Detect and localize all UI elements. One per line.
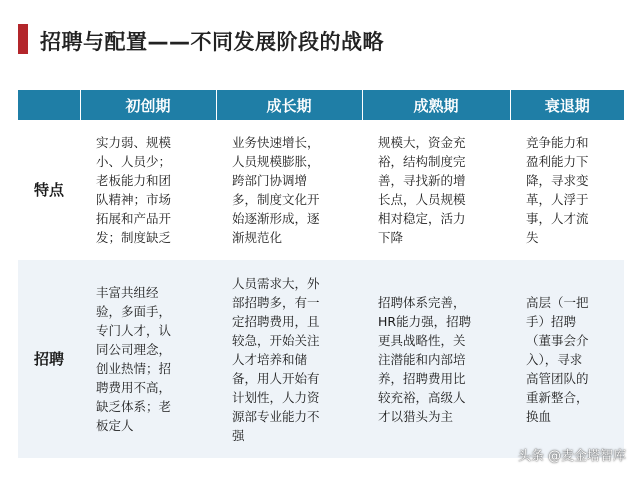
header-stage-mature: 成熟期 [362,90,510,120]
table-row [18,260,624,458]
cell-growth [216,260,362,458]
cell-text-line: 业务快速增长， [232,135,320,150]
cell-text-line: 裕，结构制度完 [378,154,466,169]
cell-text-line: 重新整合， [526,389,589,405]
cell-text-line: （董事会介 [526,332,589,348]
cell-text-line: 招聘体系完善， [378,294,466,310]
cell-text-line: 定招聘费用，且 [232,313,320,329]
cell-text-line: 善，寻找新的增 [378,173,466,188]
cell-text-line: 养，招聘费用比 [378,370,466,386]
cell-text-line: 降，寻求变 [526,173,589,188]
cell-text-line: HR能力强，招聘 [378,313,472,329]
cell-text-line: 聘费用不高， [96,380,172,395]
header-stage-decline: 衰退期 [510,90,624,120]
cell-text-line: 同公司理念， [96,342,172,357]
cell-text-line: 盈利能力下 [526,154,589,169]
cell-growth [216,120,362,260]
page-title: 招聘与配置——不同发展阶段的战略 [40,30,384,54]
cell-text-line: 人才培养和储 [232,351,308,367]
cell-text-line: 失 [526,230,539,245]
cell-startup [80,120,216,260]
cell-text-line: 手）招聘 [526,313,577,329]
cell-text-line: 长点，人员规模 [378,192,466,207]
cell-text-line: 较充裕，高级人 [378,389,466,405]
cell-text-line: 相对稳定，活力 [378,211,466,226]
cell-text-line: 部招聘多，有一 [232,294,320,310]
header-corner-cell [18,90,80,120]
cell-text-line: 事，人才流 [526,211,589,226]
cell-text-line: 换血 [526,408,552,424]
cell-decline [510,260,624,458]
cell-startup [80,260,216,458]
cell-mature [362,260,510,458]
cell-text-line: 实力弱、规模 [96,135,172,150]
row-label: 特点 [18,120,80,260]
cell-text-line: 更具战略性，关 [378,332,466,348]
cell-text-line: 源部专业能力不 [232,408,320,424]
cell-text-line: 计划性，人力资 [232,389,320,405]
cell-text-line: 下降 [378,230,404,245]
table-header-row [18,90,624,120]
cell-text-line: 入），寻求 [526,351,583,367]
header-stage-growth: 成长期 [216,90,362,120]
cell-text-line: 规模大，资金充 [378,135,466,150]
strategy-table [18,90,624,458]
cell-decline [510,120,624,260]
cell-text-line: 创业热情；招 [96,361,172,376]
row-label: 招聘 [18,260,80,458]
cell-text-line: 才以猎头为主 [378,408,454,424]
cell-text-line: 验，多面手， [96,304,172,319]
cell-text-line: 专门人才，认 [96,323,172,338]
cell-text-line: 人员需求大，外 [232,275,320,291]
title-accent-bar [18,24,28,54]
cell-text-line: 革，人浮于 [526,192,589,207]
cell-text-line: 跨部门协调增 [232,173,308,188]
table-row [18,120,624,260]
header-stage-startup: 初创期 [80,90,216,120]
cell-mature [362,120,510,260]
cell-text-line: 始逐渐形成，逐 [232,211,320,226]
cell-text-line: 注潜能和内部培 [378,351,466,367]
cell-text-line: 竞争能力和 [526,135,589,150]
cell-text-line: 备，用人开始有 [232,370,320,386]
watermark: 头条 @麦金塔智库 [517,449,626,464]
cell-text-line: 高层（一把 [526,294,589,310]
cell-text-line: 发；制度缺乏 [96,230,172,245]
cell-text-line: 人员规模膨胀， [232,154,320,169]
cell-text-line: 较急，开始关注 [232,332,320,348]
cell-text-line: 渐规范化 [232,230,283,245]
cell-text-line: 高管团队的 [526,370,589,386]
cell-text-line: 缺乏体系；老 [96,399,172,414]
cell-text-line: 队精神；市场 [96,192,172,207]
cell-text-line: 丰富共组经 [96,285,159,300]
cell-text-line: 老板能力和团 [96,173,172,188]
cell-text-line: 小、人员少； [96,154,172,169]
cell-text-line: 强 [232,427,245,443]
cell-text-line: 拓展和产品开 [96,211,172,226]
cell-text-line: 多，制度文化开 [232,192,320,207]
cell-text-line: 板定人 [96,418,134,433]
